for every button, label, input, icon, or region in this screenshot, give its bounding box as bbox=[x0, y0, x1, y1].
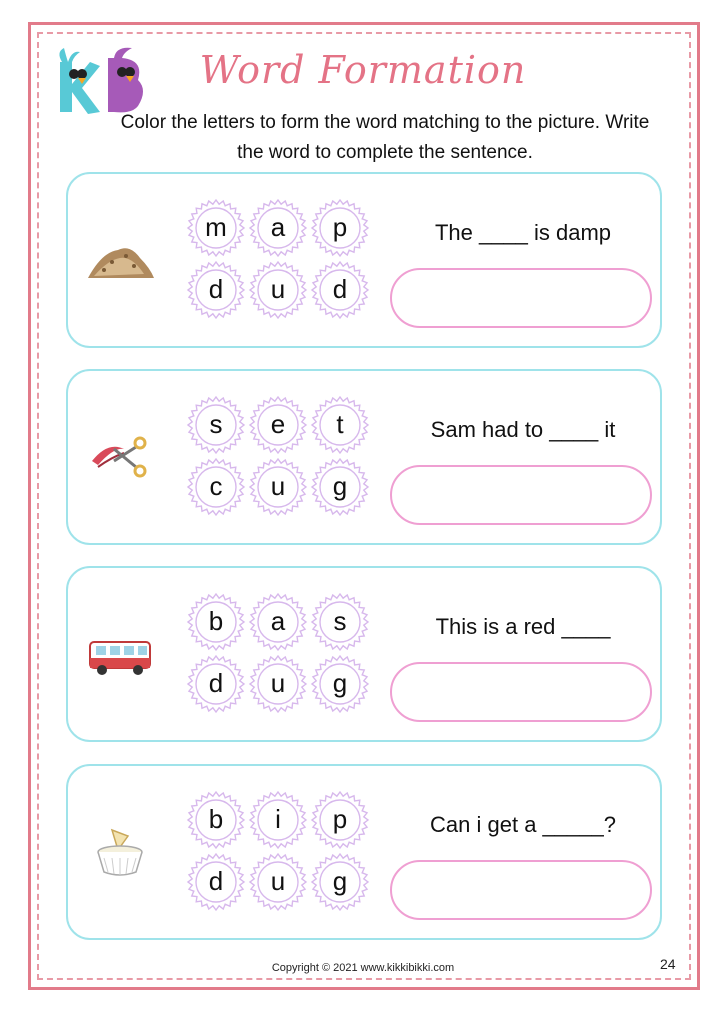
letter-bubble[interactable]: p bbox=[310, 198, 370, 258]
letter-bubble[interactable]: b bbox=[186, 790, 246, 850]
answer-box[interactable] bbox=[390, 860, 652, 920]
letter-bubble[interactable]: e bbox=[248, 395, 308, 455]
answer-box[interactable] bbox=[390, 662, 652, 722]
letter-bubble[interactable]: d bbox=[310, 260, 370, 320]
letter-bubble[interactable]: d bbox=[186, 260, 246, 320]
scissors-picture bbox=[84, 427, 156, 487]
instructions-text: Color the letters to form the word matching to the picture. Write the word to complete the sentence. bbox=[120, 112, 650, 163]
letter-bubble[interactable]: g bbox=[310, 852, 370, 912]
letter-bubble[interactable]: m bbox=[186, 198, 246, 258]
sentence-text: The ____ is damp bbox=[434, 220, 612, 245]
exercise-card bbox=[66, 369, 662, 545]
letter-bubble[interactable]: s bbox=[186, 395, 246, 455]
sentence-text: Sam had to ____ it bbox=[430, 417, 616, 442]
sentence-text: This is a red ____ bbox=[435, 614, 611, 639]
sentence-text: Can i get a _____? bbox=[430, 812, 616, 837]
letter-bubble[interactable]: g bbox=[310, 654, 370, 714]
letter-bubble[interactable]: t bbox=[310, 395, 370, 455]
letter-bubble[interactable]: c bbox=[186, 457, 246, 517]
mud-pile-picture bbox=[84, 230, 156, 290]
exercise-card bbox=[66, 764, 662, 940]
letter-bubble[interactable]: d bbox=[186, 654, 246, 714]
dip-bowl-picture bbox=[84, 822, 156, 882]
letter-bubble[interactable]: d bbox=[186, 852, 246, 912]
bus-picture bbox=[84, 624, 156, 684]
letter-bubble[interactable]: a bbox=[248, 592, 308, 652]
letter-bubble[interactable]: i bbox=[248, 790, 308, 850]
copyright-text: Copyright © 2021 www.kikkibikki.com bbox=[271, 962, 455, 974]
letter-bubble[interactable]: a bbox=[248, 198, 308, 258]
exercise-card bbox=[66, 172, 662, 348]
exercise-card bbox=[66, 566, 662, 742]
page-title: Word Formation bbox=[199, 48, 527, 92]
letter-grid bbox=[186, 790, 370, 914]
letter-bubble[interactable]: u bbox=[248, 260, 308, 320]
letter-bubble[interactable]: b bbox=[186, 592, 246, 652]
letter-bubble[interactable]: u bbox=[248, 852, 308, 912]
letter-grid bbox=[186, 395, 370, 519]
answer-box[interactable] bbox=[390, 465, 652, 525]
letter-bubble[interactable]: p bbox=[310, 790, 370, 850]
letter-bubble[interactable]: u bbox=[248, 457, 308, 517]
svg-text:KB: KB bbox=[52, 44, 54, 45]
letter-grid bbox=[186, 198, 370, 322]
letter-bubble[interactable]: s bbox=[310, 592, 370, 652]
letter-bubble[interactable]: g bbox=[310, 457, 370, 517]
letter-grid bbox=[186, 592, 370, 716]
letter-bubble[interactable]: u bbox=[248, 654, 308, 714]
answer-box[interactable] bbox=[390, 268, 652, 328]
page-number: 24 bbox=[660, 956, 676, 972]
